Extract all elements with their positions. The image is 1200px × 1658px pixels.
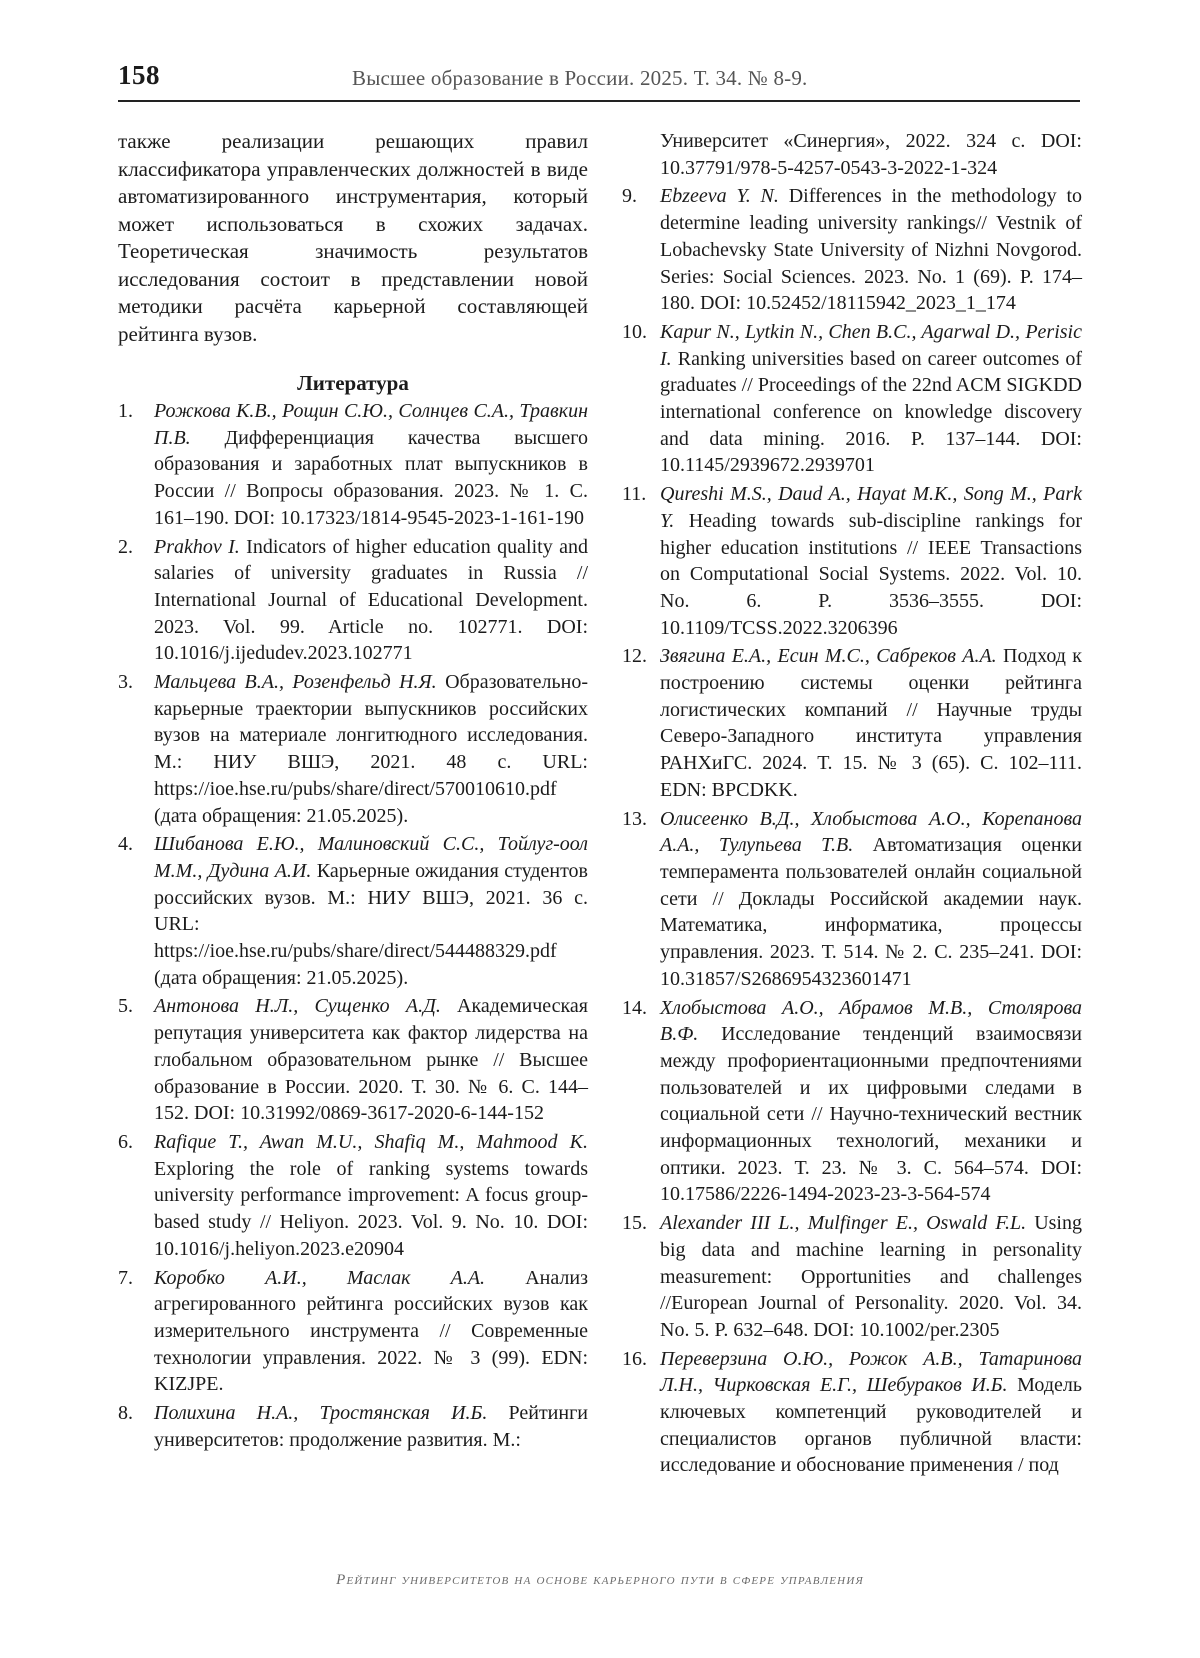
reference-number: 9. — [622, 185, 637, 208]
reference-number: 8. — [118, 1402, 133, 1425]
reference-number: 11. — [622, 483, 647, 506]
reference-authors: Олисеенко В.Д., Хлобыстова А.О., Корепанова А.А., Тулупьева Т.В. — [660, 807, 1082, 857]
reference-number: 3. — [118, 671, 133, 694]
reference-authors: Ebzeeva Y. N. — [660, 185, 779, 208]
reference-authors: Prakhov I. — [154, 535, 240, 558]
reference-item — [622, 481, 1082, 641]
right-column — [622, 128, 1082, 1481]
reference-item — [622, 1346, 1082, 1480]
reference-authors: Антонова Н.Л., Сущенко А.Д. — [154, 995, 441, 1018]
reference-text: Indicators of higher education quality and salaries of university graduates in Russia // International Journal of Educational Development. 2023. Vol. 99. Article no. 102771. DOI: 10.1016/j.ijedudev.2023.102771 — [154, 535, 588, 665]
reference-item — [118, 669, 588, 829]
intro-paragraph: также реализации решающих правил классификатора управленческих должностей в виде автоматизированного инструментария, который может использоваться в схожих задачах. Теоретическая значимость результатов исследования состоит в представлении новой методики расчёта карьерной составляющей рейтинга вузов. — [118, 129, 588, 346]
reference-8-continuation: Университет «Синергия», 2022. 324 с. DOI: 10.37791/978-5-4257-0543-3-2022-1-324 — [660, 130, 1082, 179]
reference-number: 1. — [118, 400, 133, 422]
running-header — [118, 56, 1080, 102]
reference-text: Дифференциация качества высшего образования и заработных плат выпускников в России // Вопросы образования. 2023. № 1. С. 161–190. DOI: 10.17323/1814-9545-2023-1-161-190 — [154, 426, 588, 529]
reference-text: Академическая репутация университета как фактор лидерства на глобальном образовательном рынке // Высшее образование в России. 2020. Т. 30. № 6. С. 144–152. DOI: 10.31992/0869-3617-2020-6-144-152 — [154, 995, 588, 1125]
reference-item — [622, 183, 1082, 317]
reference-item — [118, 993, 588, 1127]
reference-authors: Хлобыстова А.О., Абрамов М.В., Столярова В.Ф. — [660, 996, 1082, 1046]
reference-item — [622, 806, 1082, 993]
reference-number: 14. — [622, 996, 647, 1019]
reference-text: Ranking universities based on career outcomes of graduates // Proceedings of the 22nd ACM SIGKDD international conference on knowledge discovery and data mining. 2016. P. 137–144. DOI: 10.1145/2939672.2939701 — [660, 347, 1082, 477]
reference-authors: Kapur N., Lytkin N., Chen B.C., Agarwal D., Perisic I. — [660, 320, 1082, 370]
reference-authors: Рожкова К.В., Рощин С.Ю., Солнцев С.А., Травкин П.В. — [154, 400, 588, 449]
references-list-left — [118, 398, 588, 1453]
reference-number: 10. — [622, 320, 647, 343]
reference-text: Подход к построению системы оценки рейтинга логистических компаний // Научные труды Северо-Западного института управления РАНХиГС. 2024. Т. 15. № 3 (65). С. 102–111. EDN: BPCDKK. — [660, 645, 1082, 801]
reference-number: 15. — [622, 1212, 647, 1235]
reference-item — [118, 534, 588, 668]
reference-text: Heading towards sub-discipline rankings for higher education institutions // IEEE Transactions on Computational Social Systems. 2022. Vol. 10. No. 6. P. 3536–3555. DOI: 10.1109/TCSS.2022.3206396 — [660, 509, 1082, 639]
reference-text: Модель ключевых компетенций руководителей и специалистов органов публичной власти: исследование и обоснование применения / под — [660, 1374, 1082, 1477]
reference-authors: Звягина Е.А., Есин М.С., Сабреков А.А. — [660, 645, 997, 668]
reference-number: 4. — [118, 833, 133, 856]
reference-text: Анализ агрегированного рейтинга российских вузов как измерительного инструмента // Современные технологии управления. 2022. № 3 (99). EDN: KIZJPE. — [154, 1266, 588, 1396]
page-number: 158 — [118, 60, 160, 90]
reference-number: 6. — [118, 1130, 133, 1153]
references-list-right — [622, 183, 1082, 1479]
reference-text: Образовательно-карьерные траектории выпускников российских вузов на материале лонгитюдного исследования. М.: НИУ ВШЭ, 2021. 48 с. URL: https://ioe.hse.ru/pubs/share/direct/570010610.pdf (дата обращения: 21.05.2025). — [154, 671, 588, 827]
reference-item — [622, 995, 1082, 1209]
reference-item — [622, 1210, 1082, 1344]
left-column — [118, 128, 588, 1455]
reference-item — [622, 319, 1082, 479]
reference-number: 13. — [622, 807, 647, 830]
running-footer: Рейтинг университетов на основе карьерного пути в сфере управления — [336, 1572, 864, 1588]
reference-item — [118, 831, 588, 991]
reference-number: 12. — [622, 645, 647, 668]
reference-item — [118, 1400, 588, 1453]
reference-authors: Коробко А.И., Маслак А.А. — [154, 1266, 486, 1289]
reference-authors: Мальцева В.А., Розенфельд Н.Я. — [154, 671, 437, 694]
reference-text: Автоматизация оценки темперамента пользователей онлайн социальной сети // Доклады Российской академии наук. Математика, информатика, процессы управления. 2023. Т. 514. № 2. С. 235–241. DOI: 10.31857/S2686954323601471 — [660, 834, 1082, 990]
reference-number: 2. — [118, 535, 133, 558]
reference-item — [118, 1265, 588, 1399]
reference-authors: Переверзина О.Ю., Рожок А.В., Татаринова Л.Н., Чирковская Е.Г., Шебураков И.Б. — [660, 1347, 1082, 1397]
reference-item — [622, 643, 1082, 803]
reference-number: 16. — [622, 1347, 647, 1370]
reference-item — [118, 1129, 588, 1263]
journal-title: Высшее образование в России. 2025. Т. 34. № 8-9. — [352, 66, 808, 90]
reference-number: 7. — [118, 1266, 133, 1289]
reference-authors: Qureshi M.S., Daud A., Hayat M.K., Song M., Park Y. — [660, 483, 1082, 532]
reference-authors: Alexander III L., Mulfinger E., Oswald F.L. — [660, 1212, 1027, 1235]
reference-text: Exploring the role of ranking systems towards university performance improvement: A focus group-based study // Heliyon. 2023. Vol. 9. No. 10. DOI: 10.1016/j.heliyon.2023.e20904 — [154, 1157, 588, 1260]
references-heading: Литература — [297, 371, 409, 395]
reference-text: Карьерные ожидания студентов российских вузов. М.: НИУ ВШЭ, 2021. 36 с. URL: https://ioe.hse.ru/pubs/share/direct/544488329.pdf (дата обращения: 21.05.2025). — [154, 859, 589, 989]
reference-authors: Шибанова Е.Ю., Малиновский С.С., Тойлуг-оол М.М., Дудина А.И. — [154, 833, 588, 882]
reference-item — [118, 398, 588, 532]
reference-text: Differences in the methodology to determine leading university rankings// Vestnik of Lobachevsky State University of Nizhni Novgorod. Series: Social Sciences. 2023. No. 1 (69). P. 174–180. DOI: 10.52452/18115942_2023_1_174 — [660, 185, 1082, 315]
reference-text: Рейтинги университетов: продолжение развития. М.: — [154, 1402, 588, 1451]
reference-text: Using big data and machine learning in personality measurement: Opportunities and challenges //European Journal of Personality. 2020. Vol. 34. No. 5. P. 632–648. DOI: 10.1002/per.2305 — [660, 1212, 1082, 1341]
reference-authors: Rafique T., Awan M.U., Shafiq M., Mahmood K. — [154, 1130, 588, 1153]
reference-number: 5. — [118, 995, 133, 1018]
reference-authors: Полихина Н.А., Тростянская И.Б. — [154, 1402, 488, 1425]
reference-text: Исследование тенденций взаимосвязи между профориентационными предпочтениями пользователей и их цифровыми следами в социальной сети // Научно-технический вестник информационных технологий, механики и оптики. 2023. Т. 23. № 3. С. 564–574. DOI: 10.17586/2226-1494-2023-23-3-564-574 — [660, 1023, 1082, 1206]
